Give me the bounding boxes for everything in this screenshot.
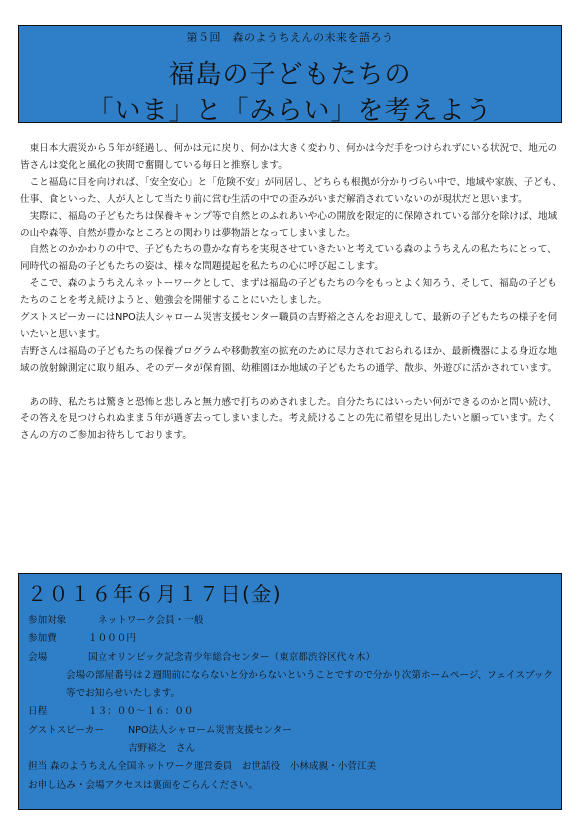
speaker-name: 吉野裕之 さん bbox=[128, 743, 196, 755]
title-banner bbox=[18, 25, 562, 126]
venue-note: 会場の部屋番号は２週間前にならないと分からないということですので分かり次第ホームページ、フェイスブック等でお知らせいたします。 bbox=[66, 669, 554, 700]
event-details bbox=[28, 612, 556, 795]
participants-value: ネットワーク会員・一般 bbox=[98, 615, 204, 626]
paragraph-8: あの時、私たちは驚きと恐怖と悲しみと無力感で打ちのめされました。自分たちにはいったい何ができるのかと問い続け、その答えを見つけられぬまま５年が過ぎ去ってしまいました。考え続けることの先に希望を見出したいと願っています。たくさんの方のご参加お待ちしております。 bbox=[20, 396, 557, 442]
page-title-line1: 福島の子どもたちの bbox=[168, 60, 412, 90]
venue-label: 会場 bbox=[28, 651, 48, 663]
paragraph-7: 吉野さんは福島の子どもたちの保養プログラムや移動教室の拡充のために尽力されておられるほか、最新機器による身近な地域の放射線測定に取り組み、そのデータが保育園、幼稚園ほか地域の子どもたちの通学、散歩、外遊びに活かされています。 bbox=[20, 345, 558, 374]
fee-label: 参加費 bbox=[28, 633, 57, 645]
contact-row bbox=[28, 758, 556, 776]
intro-text bbox=[20, 141, 566, 445]
paragraph-3: 実際に、福島の子どもたちは保養キャンプ等で自然とのふれあいや心の開放を限定的に保障されている部分を除けば、地域の山や森等、自然が豊かなところとの関わりは夢物語となってしまいました。 bbox=[20, 210, 558, 239]
application-note: お申し込み・会場アクセスは裏面をごらんください。 bbox=[28, 779, 258, 791]
paragraph-4: 自然とのかかわりの中で、子どもたちの豊かな育ちを実現させていきたいと考えている森のようちえんの私たちにとって、同時代の福島の子どもたちの姿は、様々な問題提起を私たちの心に呼び起こします。 bbox=[20, 244, 557, 273]
participants-label: 参加対象 bbox=[28, 615, 67, 626]
speaker-row bbox=[28, 722, 556, 740]
contact-label: 担当 bbox=[28, 761, 48, 773]
fee-row bbox=[28, 630, 556, 648]
participants-row bbox=[28, 612, 556, 630]
event-info-box bbox=[18, 573, 562, 810]
venue-value: 国立オリンピック記念青少年総合センター（東京都渋谷区代々木） bbox=[88, 651, 376, 663]
time-value: １３：００～１６：００ bbox=[88, 706, 194, 718]
speaker-label: グストスピーカー bbox=[28, 724, 104, 736]
time-row bbox=[28, 703, 556, 721]
event-series-subtitle: 第５回 森のようちえんの未来を語ろう bbox=[186, 31, 394, 44]
paragraph-6: グストスピーカーにはNPO法人シャローム災害支援センター職員の吉野裕之さんをお迎えして、最新の子どもたちの様子を伺いたいと思います。 bbox=[20, 312, 558, 340]
paragraph-2: こと福島に目を向ければ、「安全安心」と「危険不安」が同居し、どちらも根拠が分かりづらい中で、地域や家族、子ども、仕事、食といった、人が人として当たり前に営む生活の中での歪みがいまだ解消されていないのが現状だと思います。 bbox=[20, 176, 562, 205]
fee-value: １０００円 bbox=[88, 633, 136, 645]
event-date: ２０１６年６月１７日(金) bbox=[27, 582, 283, 606]
time-label: 日程 bbox=[28, 706, 48, 718]
speaker-org: NPO法人シャローム災害支援センター bbox=[128, 724, 292, 736]
contact-value: 森のようちえん全国ネットワーク運営委員 お世話役 小林成親・小菅江美 bbox=[50, 761, 377, 773]
page-title-line2: 「いま」と「みらい」を考えよう bbox=[87, 96, 493, 126]
paragraph-5: そこで、森のようちえんネットーワークとして、まずは福島の子どもたちの今をもっとよく知ろう、そして、福島の子どもたちのことを考え続けようと、勉強会を開催することにいたしました。 bbox=[20, 278, 557, 307]
paragraph-1: 東日本大震災から５年が経過し、何かは元に戻り、何かは大きく変わり、何かは今だ手をつけられずにいる状況で、地元の皆さんは変化と風化の狭間で奮闘している毎日と推察します。 bbox=[20, 143, 558, 171]
venue-row bbox=[28, 649, 556, 667]
